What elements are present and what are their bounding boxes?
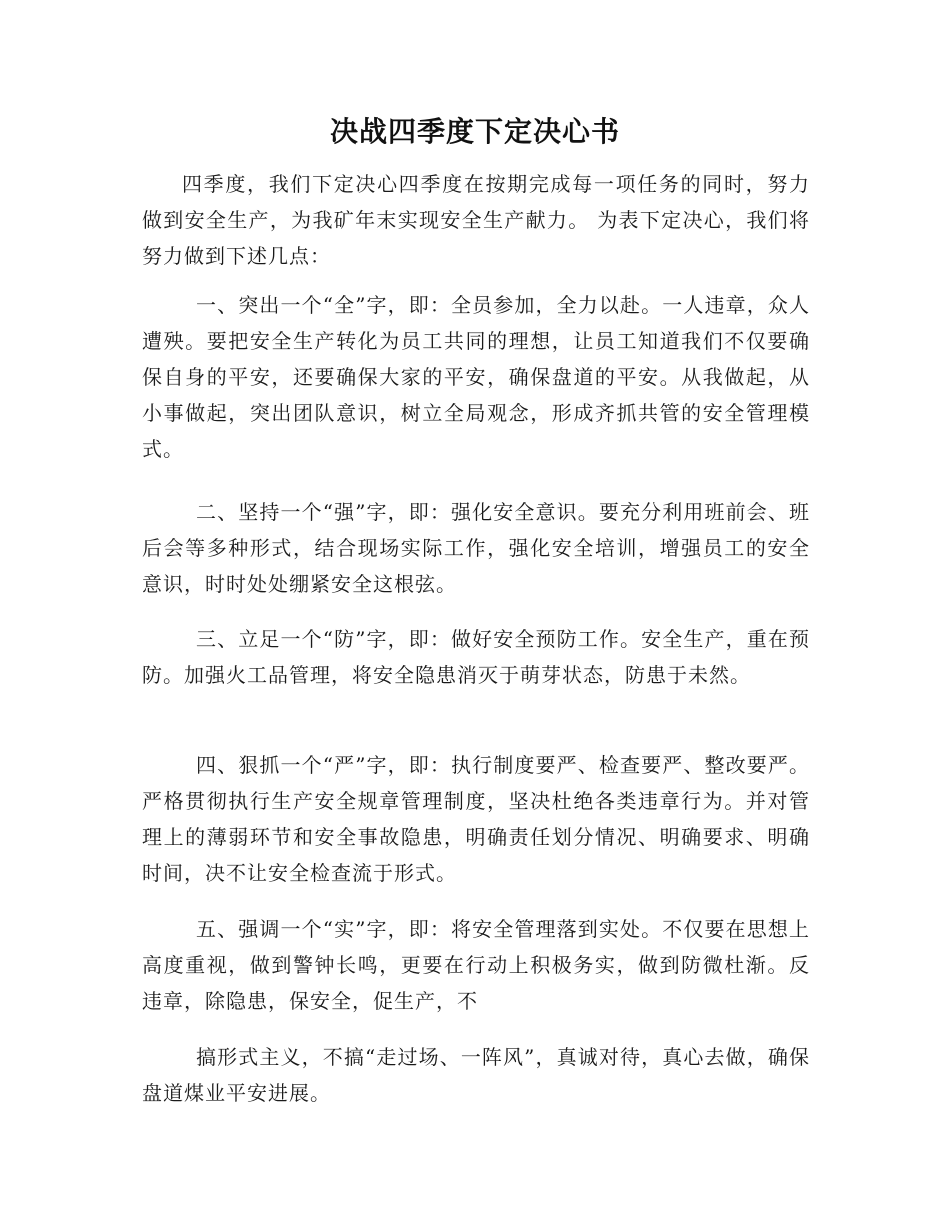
point-four-block [142, 747, 810, 891]
point-five-block [142, 911, 810, 1019]
point-three-block [142, 621, 810, 693]
point-two-block [142, 494, 810, 602]
point-five-paragraph: 五、强调一个“实”字，即：将安全管理落到实处。不仅要在思想上高度重视，做到警钟长鸣，更要在行动上积极务实，做到防微杜渐。反违章，除隐患，保安全，促生产，不 [142, 917, 810, 1013]
point-one-block [142, 287, 810, 467]
point-three-paragraph: 三、立足一个“防”字，即：做好安全预防工作。安全生产，重在预防。加强火工品管理，将安全隐患消灭于萌芽状态，防患于未然。 [142, 627, 810, 687]
point-one-paragraph: 一、突出一个“全”字，即：全员参加，全力以赴。一人违章，众人遭殃。要把安全生产转化为员工共同的理想，让员工知道我们不仅要确保自身的平安，还要确保大家的平安，确保盘道的平安。从我做起，从小事做起，突出团队意识，树立全局观念，形成齐抓共管的安全管理模式。 [142, 293, 810, 461]
point-two-paragraph: 二、坚持一个“强”字，即：强化安全意识。要充分利用班前会、班后会等多种形式，结合现场实际工作，强化安全培训，增强员工的安全意识，时时处处绷紧安全这根弦。 [142, 500, 810, 596]
closing-block [142, 1039, 810, 1111]
closing-paragraph: 搞形式主义，不搞“走过场、一阵风”，真诚对待，真心去做，确保盘道煤业平安进展。 [142, 1045, 810, 1105]
intro-paragraph: 四季度，我们下定决心四季度在按期完成每一项任务的同时，努力做到安全生产，为我矿年末实现安全生产献力。 为表下定决心，我们将努力做到下述几点： [142, 172, 810, 268]
document-title: 决战四季度下定决心书 [329, 115, 620, 148]
point-four-paragraph: 四、狠抓一个“严”字，即：执行制度要严、检查要严、整改要严。严格贯彻执行生产安全规章管理制度，坚决杜绝各类违章行为。并对管理上的薄弱环节和安全事故隐患，明确责任划分情况、明确要求、明确时间，决不让安全检查流于形式。 [142, 753, 810, 885]
intro-paragraph-block [142, 166, 810, 274]
